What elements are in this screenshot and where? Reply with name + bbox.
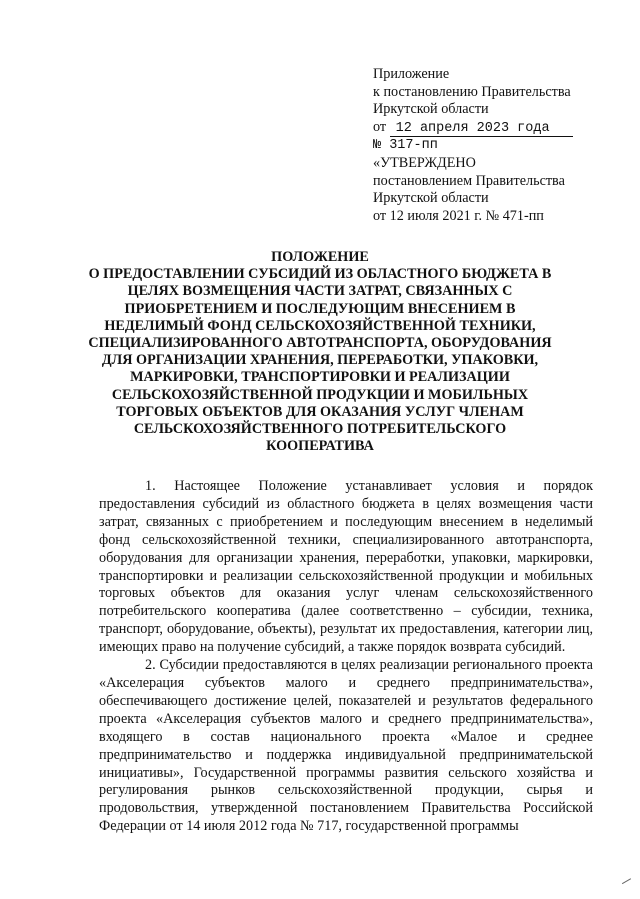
document-title [78, 249, 562, 455]
title-line: СПЕЦИАЛИЗИРОВАННОГО АВТОТРАНСПОРТА, ОБОРУДОВАНИЯ [88, 335, 552, 352]
title-line: МАРКИРОВКИ, ТРАНСПОРТИРОВКИ И РЕАЛИЗАЦИИ [130, 369, 510, 386]
approved-by: постановлением Правительства [373, 172, 565, 189]
title-line: ДЛЯ ОРГАНИЗАЦИИ ХРАНЕНИЯ, ПЕРЕРАБОТКИ, УПАКОВКИ, [101, 352, 539, 369]
approved-label: «УТВЕРЖДЕНО [373, 154, 476, 171]
original-resolution: от 12 июля 2021 г. № 471-пп [373, 207, 544, 224]
title-line: ПОЛОЖЕНИЕ [271, 249, 369, 265]
scan-corner-mark [622, 878, 636, 893]
region-name: Иркутской области [373, 101, 489, 118]
resolution-date-row [373, 119, 623, 137]
title-line: СЕЛЬСКОХОЗЯЙСТВЕННОЙ ПРОДУКЦИИ И МОБИЛЬНЫХ [111, 386, 529, 403]
approved-region: Иркутской области [373, 190, 489, 207]
title-line: КООПЕРАТИВА [266, 438, 374, 455]
approval-block [373, 66, 623, 226]
title-line: О ПРЕДОСТАВЛЕНИИ СУБСИДИЙ ИЗ ОБЛАСТНОГО БЮДЖЕТА В [88, 266, 552, 283]
title-line: ЦЕЛЯХ ВОЗМЕЩЕНИЯ ЧАСТИ ЗАТРАТ, СВЯЗАННЫХ С [127, 283, 513, 300]
resolution-reference: к постановлению Правительства [373, 83, 571, 100]
title-line: ПРИОБРЕТЕНИЕМ И ПОСЛЕДУЮЩИМ ВНЕСЕНИЕМ В [124, 300, 516, 317]
resolution-date: 12 апреля 2023 года [390, 121, 573, 137]
title-line: СЕЛЬСКОХОЗЯЙСТВЕННОГО ПОТРЕБИТЕЛЬСКОГО [133, 421, 507, 438]
resolution-number: № 317-пп [373, 138, 438, 154]
paragraph-1: 1. Настоящее Положение устанавливает условия и порядок предоставления субсидий из областного бюджета в целях возмещения части затрат, связанных с приобретением и последующим внесением в неделимый фонд сельскохозяйственной техники, специализированного автотранспорта, оборудования для организации хранения, переработки, упаковки, маркировки, транспортировки и реализации сельскохозяйственной продукции и мобильных торговых объектов для оказания услуг членам сельскохозяйственного потребительского кооператива (далее соответственно – субсидии, техника, транспорт, оборудование, объекты), результат их предоставления, категории лиц, имеющих право на получение субсидий, а также порядок возврата субсидий. [99, 478, 593, 656]
date-prefix: от [373, 119, 387, 136]
paragraph-2: 2. Субсидии предоставляются в целях реализации регионального проекта «Акселерация субъектов малого и среднего предпринимательства», обеспечивающего достижение целей, показателей и результатов федерального проекта «Акселерация субъектов малого и среднего предпринимательства», входящего в состав национального проекта «Малое и среднее предпринимательство и поддержка индивидуальной предпринимательской инициативы», Государственной программы развития сельского хозяйства и регулирования рынков сельскохозяйственной продукции, сырья и продовольствия, утвержденной постановлением Правительства Российской Федерации от 14 июля 2012 года № 717, государственной программы [99, 657, 593, 835]
title-line: НЕДЕЛИМЫЙ ФОНД СЕЛЬСКОХОЗЯЙСТВЕННОЙ ТЕХНИКИ, [104, 317, 536, 334]
document-body [99, 478, 593, 836]
title-line: ТОРГОВЫХ ОБЪЕКТОВ ДЛЯ ОКАЗАНИЯ УСЛУГ ЧЛЕНАМ [116, 403, 524, 420]
appendix-label: Приложение [373, 66, 450, 82]
